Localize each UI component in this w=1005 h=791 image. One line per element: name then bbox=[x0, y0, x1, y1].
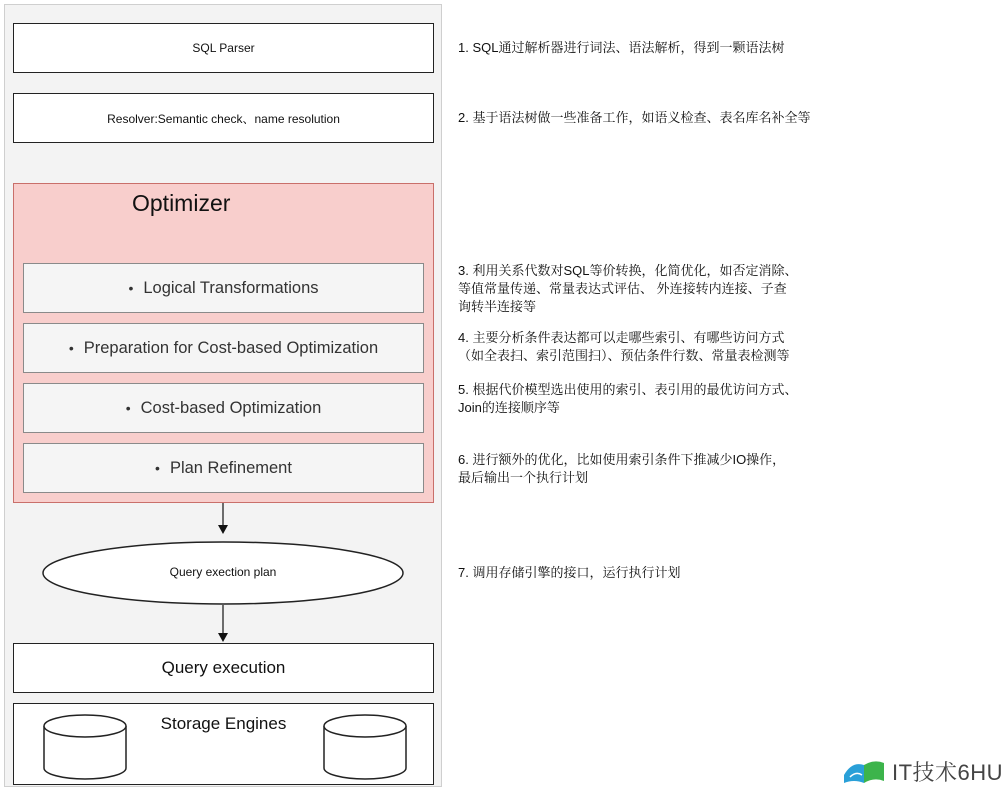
step-cost-based-optimization bbox=[23, 383, 424, 433]
note-3-line-2: 等值常量传递、常量表达式评估、 外连接转内连接、子查 bbox=[458, 281, 787, 296]
note-3 bbox=[458, 262, 848, 316]
optimizer-title: Optimizer bbox=[132, 190, 231, 216]
bullet-icon: • bbox=[128, 280, 134, 296]
step-plan-refinement bbox=[23, 443, 424, 493]
resolver-box bbox=[13, 93, 434, 143]
sql-parser-label: SQL Parser bbox=[192, 41, 255, 55]
watermark-logo-icon bbox=[842, 757, 886, 785]
step-label: Preparation for Cost-based Optimization bbox=[83, 338, 379, 357]
arrow-down-icon bbox=[213, 503, 233, 535]
step-preparation-cost-based bbox=[23, 323, 424, 373]
note-1-text: 1. SQL通过解析器进行词法、语法解析，得到一颗语法树 bbox=[458, 40, 785, 55]
query-execution-box bbox=[13, 643, 434, 693]
note-4-line-2: （如全表扫、索引范围扫）、预估条件行数、常量表检测等 bbox=[458, 348, 790, 363]
query-plan-label: Query exection plan bbox=[169, 565, 277, 579]
note-7-text: 7. 调用存储引擎的接口，运行执行计划 bbox=[458, 565, 681, 580]
note-7 bbox=[458, 564, 848, 582]
watermark-text: IT技术6HU bbox=[892, 759, 1004, 785]
note-5 bbox=[458, 381, 848, 417]
note-3-line-1: 3. 利用关系代数对SQL等价转换，化简优化，如否定消除、 bbox=[458, 263, 798, 278]
step-label: Logical Transformations bbox=[143, 278, 319, 297]
bullet-icon: • bbox=[125, 400, 131, 416]
note-6-line-2: 最后输出一个执行计划 bbox=[458, 470, 589, 485]
arrow-down-icon bbox=[213, 605, 233, 643]
note-6-line-1: 6. 进行额外的优化，比如使用索引条件下推减少IO操作， bbox=[458, 452, 786, 467]
note-1 bbox=[458, 39, 848, 57]
database-cylinder-icon bbox=[42, 712, 128, 782]
resolver-label: Resolver:Semantic check、name resolution bbox=[107, 111, 340, 126]
note-5-line-1: 5. 根据代价模型选出使用的索引、表引用的最优访问方式、 bbox=[458, 382, 798, 397]
storage-engines-label: Storage Engines bbox=[160, 714, 287, 733]
step-logical-transformations bbox=[23, 263, 424, 313]
bullet-icon: • bbox=[155, 460, 160, 476]
note-3-line-3: 询转半连接等 bbox=[458, 299, 537, 314]
query-execution-label: Query execution bbox=[161, 658, 286, 677]
note-4-line-1: 4. 主要分析条件表达都可以走哪些索引、有哪些访问方式 bbox=[458, 330, 785, 345]
note-6 bbox=[458, 451, 848, 487]
note-2-text: 2. 基于语法树做一些准备工作，如语义检查、表名库名补全等 bbox=[458, 110, 811, 125]
note-4 bbox=[458, 329, 848, 365]
note-5-line-2: Join的连接顺序等 bbox=[458, 400, 560, 415]
database-cylinder-icon bbox=[322, 712, 408, 782]
sql-parser-box bbox=[13, 23, 434, 73]
optimizer-container bbox=[13, 183, 434, 503]
note-2 bbox=[458, 109, 848, 127]
bullet-icon: • bbox=[68, 340, 74, 356]
watermark bbox=[842, 756, 1003, 786]
step-label: Cost-based Optimization bbox=[140, 398, 322, 417]
storage-engines-box bbox=[13, 703, 434, 785]
step-label: Plan Refinement bbox=[169, 458, 292, 477]
